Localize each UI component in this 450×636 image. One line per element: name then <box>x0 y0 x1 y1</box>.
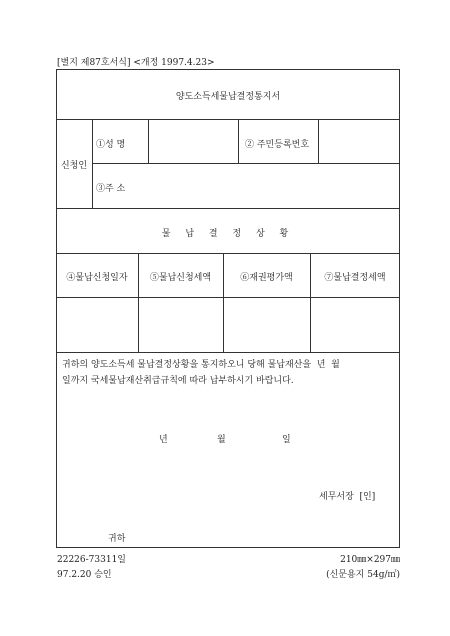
divider <box>148 119 149 163</box>
form-header-note: [별지 제87호서식] <개정 1997.4.23> <box>57 58 215 68</box>
divider <box>223 253 224 352</box>
recipient-suffix: 귀하 <box>108 534 126 544</box>
notice-text-line-2: 일까지 국세물납재산취급규칙에 따라 납부하시기 바랍니다. <box>62 376 294 386</box>
divider <box>56 297 400 298</box>
applicant-label: 신청인 <box>60 161 88 171</box>
column-header-decided-amount: ⑦물납결정세액 <box>324 273 386 283</box>
divider <box>138 253 139 352</box>
divider <box>56 208 400 209</box>
form-code: 22226-73311일 <box>57 555 126 565</box>
approval-date: 97.2.20 승인 <box>57 570 112 580</box>
paper-spec: (신문용지 54g/㎡) <box>326 570 400 580</box>
section-title: 물 납 결 정 상 황 <box>161 229 295 239</box>
divider <box>56 253 400 254</box>
column-header-bond-value: ⑥재권평가액 <box>240 273 293 283</box>
date-year: 년 <box>159 435 168 445</box>
divider <box>56 352 400 353</box>
name-label: ①성 명 <box>96 140 126 150</box>
divider <box>310 253 311 352</box>
paper-size: 210㎜×297㎜ <box>340 555 400 565</box>
form-title: 양도소득세물납결정통지서 <box>175 92 281 102</box>
divider <box>92 119 93 208</box>
column-header-application-date: ④물납신청일자 <box>66 273 128 283</box>
resident-number-label: ② 주민등록번호 <box>245 140 310 150</box>
column-header-application-amount: ⑤물납신청세액 <box>149 273 212 283</box>
date-day: 일 <box>282 435 291 445</box>
divider <box>92 163 400 164</box>
issuer-signature: 세무서장 [인] <box>319 492 376 502</box>
date-month: 월 <box>217 435 226 445</box>
address-label: ③주 소 <box>96 184 126 194</box>
divider <box>238 119 239 163</box>
divider <box>318 119 319 163</box>
divider <box>56 119 400 120</box>
notice-text-line-1: 귀하의 양도소득세 물납결정상황을 통지하오니 당해 물납재산을 년 월 <box>62 360 340 370</box>
